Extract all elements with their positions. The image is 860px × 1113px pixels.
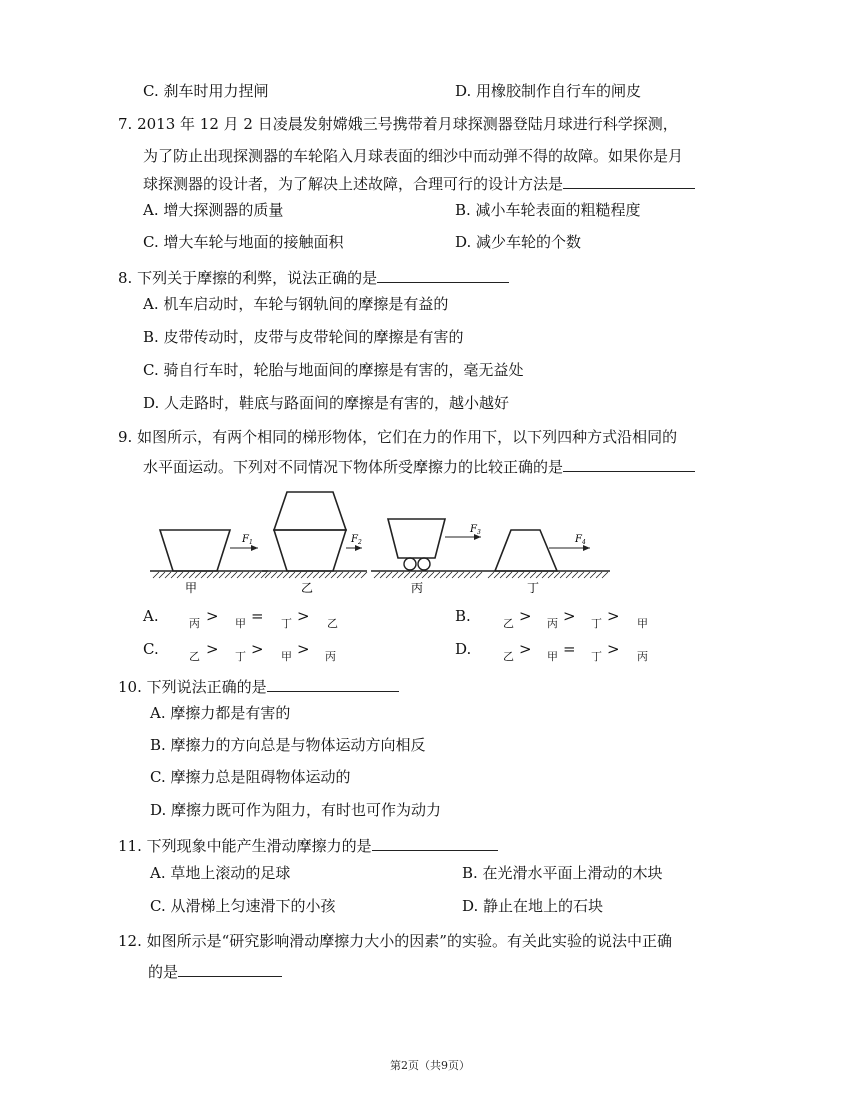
q8-stem: 8. 下列关于摩擦的利弊，说法正确的是 [118,266,509,288]
label-yi: 乙 [301,581,314,595]
ground-2 [262,571,367,578]
q12-stem-line2: 的是 [148,960,282,982]
answer-blank[interactable] [267,675,399,692]
trapezoid-bing [388,519,445,558]
label-jia: 甲 [185,581,198,595]
roller-right [418,558,430,570]
ground-1 [150,571,268,578]
q10-option-d: D. 摩擦力既可作为阻力，有时也可作为动力 [150,801,442,819]
force-label-f3: $F_3$ [470,524,481,536]
q7-option-a: A. 增大探测器的质量 [143,201,284,219]
q10-option-c: C. 摩擦力总是阻碍物体运动的 [150,768,351,786]
q8-option-c: C. 骑自行车时，轮胎与地面间的摩擦是有害的，毫无益处 [143,361,524,379]
q7-stem-line1: 7. 2013 年 12 月 2 日凌晨发射嫦娥三号携带着月球探测器登陆月球进行科学探测， [118,115,678,133]
q9-option-c: C. 乙 > 丁 > 甲 > 丙 [143,640,336,663]
trapezoid-jia [160,530,230,571]
q8-option-a: A. 机车启动时，车轮与钢轨间的摩擦是有益的 [143,295,449,313]
q9-stem-line2: 水平面运动。下列对不同情况下物体所受摩擦力的比较正确的是 [143,455,695,477]
trapezoid-yi-top [274,492,346,530]
force-label-f4: $F_4$ [575,534,586,546]
trapezoid-ding [495,530,557,571]
force-label-f2: $F_2$ [351,534,362,546]
force-label-f1: $F_1$ [242,534,253,546]
q10-option-a: A. 摩擦力都是有害的 [150,704,291,722]
label-ding: 丁 [527,581,540,595]
q7-option-d: D. 减少车轮的个数 [455,233,582,251]
q12-stem-line1: 12. 如图所示是“研究影响滑动摩擦力大小的因素”的实验。有关此实验的说法中正确 [118,932,672,950]
page-footer: 第2页（共9页） [390,1059,470,1072]
answer-blank[interactable] [377,266,509,283]
q10-option-b: B. 摩擦力的方向总是与物体运动方向相反 [150,736,426,754]
roller-left [404,558,416,570]
answer-blank[interactable] [178,960,282,977]
q9-figure [145,488,765,600]
answer-blank[interactable] [563,172,695,189]
q11-option-d: D. 静止在地上的石块 [462,897,604,915]
ground-4 [485,571,610,578]
q9-option-d: D. 乙 > 甲 = 丁 > 丙 [455,640,648,663]
trapezoid-yi-bottom [274,530,346,571]
answer-blank[interactable] [372,834,498,851]
label-bing: 丙 [411,581,424,595]
q11-option-c: C. 从滑梯上匀速滑下的小孩 [150,897,336,915]
q9-option-b: B. 乙 > 丙 > 丁 > 甲 [455,607,648,630]
q8-option-d: D. 人走路时，鞋底与路面间的摩擦是有害的，越小越好 [143,394,510,412]
q7-stem-line3: 球探测器的设计者，为了解决上述故障，合理可行的设计方法是 [143,172,695,194]
q9-stem-line1: 9. 如图所示，有两个相同的梯形物体，它们在力的作用下，以下列四种方式沿相同的 [118,428,678,446]
q6-option-d: D. 用橡胶制作自行车的闸皮 [455,82,642,100]
q11-stem: 11. 下列现象中能产生滑动摩擦力的是 [118,834,498,856]
q11-option-a: A. 草地上滚动的足球 [150,864,291,882]
q7-option-b: B. 减小车轮表面的粗糙程度 [455,201,641,219]
ground-3 [371,571,485,578]
q7-stem-line2: 为了防止出现探测器的车轮陷入月球表面的细沙中而动弹不得的故障。如果你是月 [143,147,684,165]
q6-option-c: C. 刹车时用力捏闸 [143,82,269,100]
q10-stem: 10. 下列说法正确的是 [118,675,399,697]
q11-option-b: B. 在光滑水平面上滑动的木块 [462,864,663,882]
answer-blank[interactable] [563,455,695,472]
q7-option-c: C. 增大车轮与地面的接触面积 [143,233,344,251]
q9-option-a: A. 丙 > 甲 = 丁 > 乙 [143,607,338,630]
q8-option-b: B. 皮带传动时，皮带与皮带轮间的摩擦是有害的 [143,328,464,346]
